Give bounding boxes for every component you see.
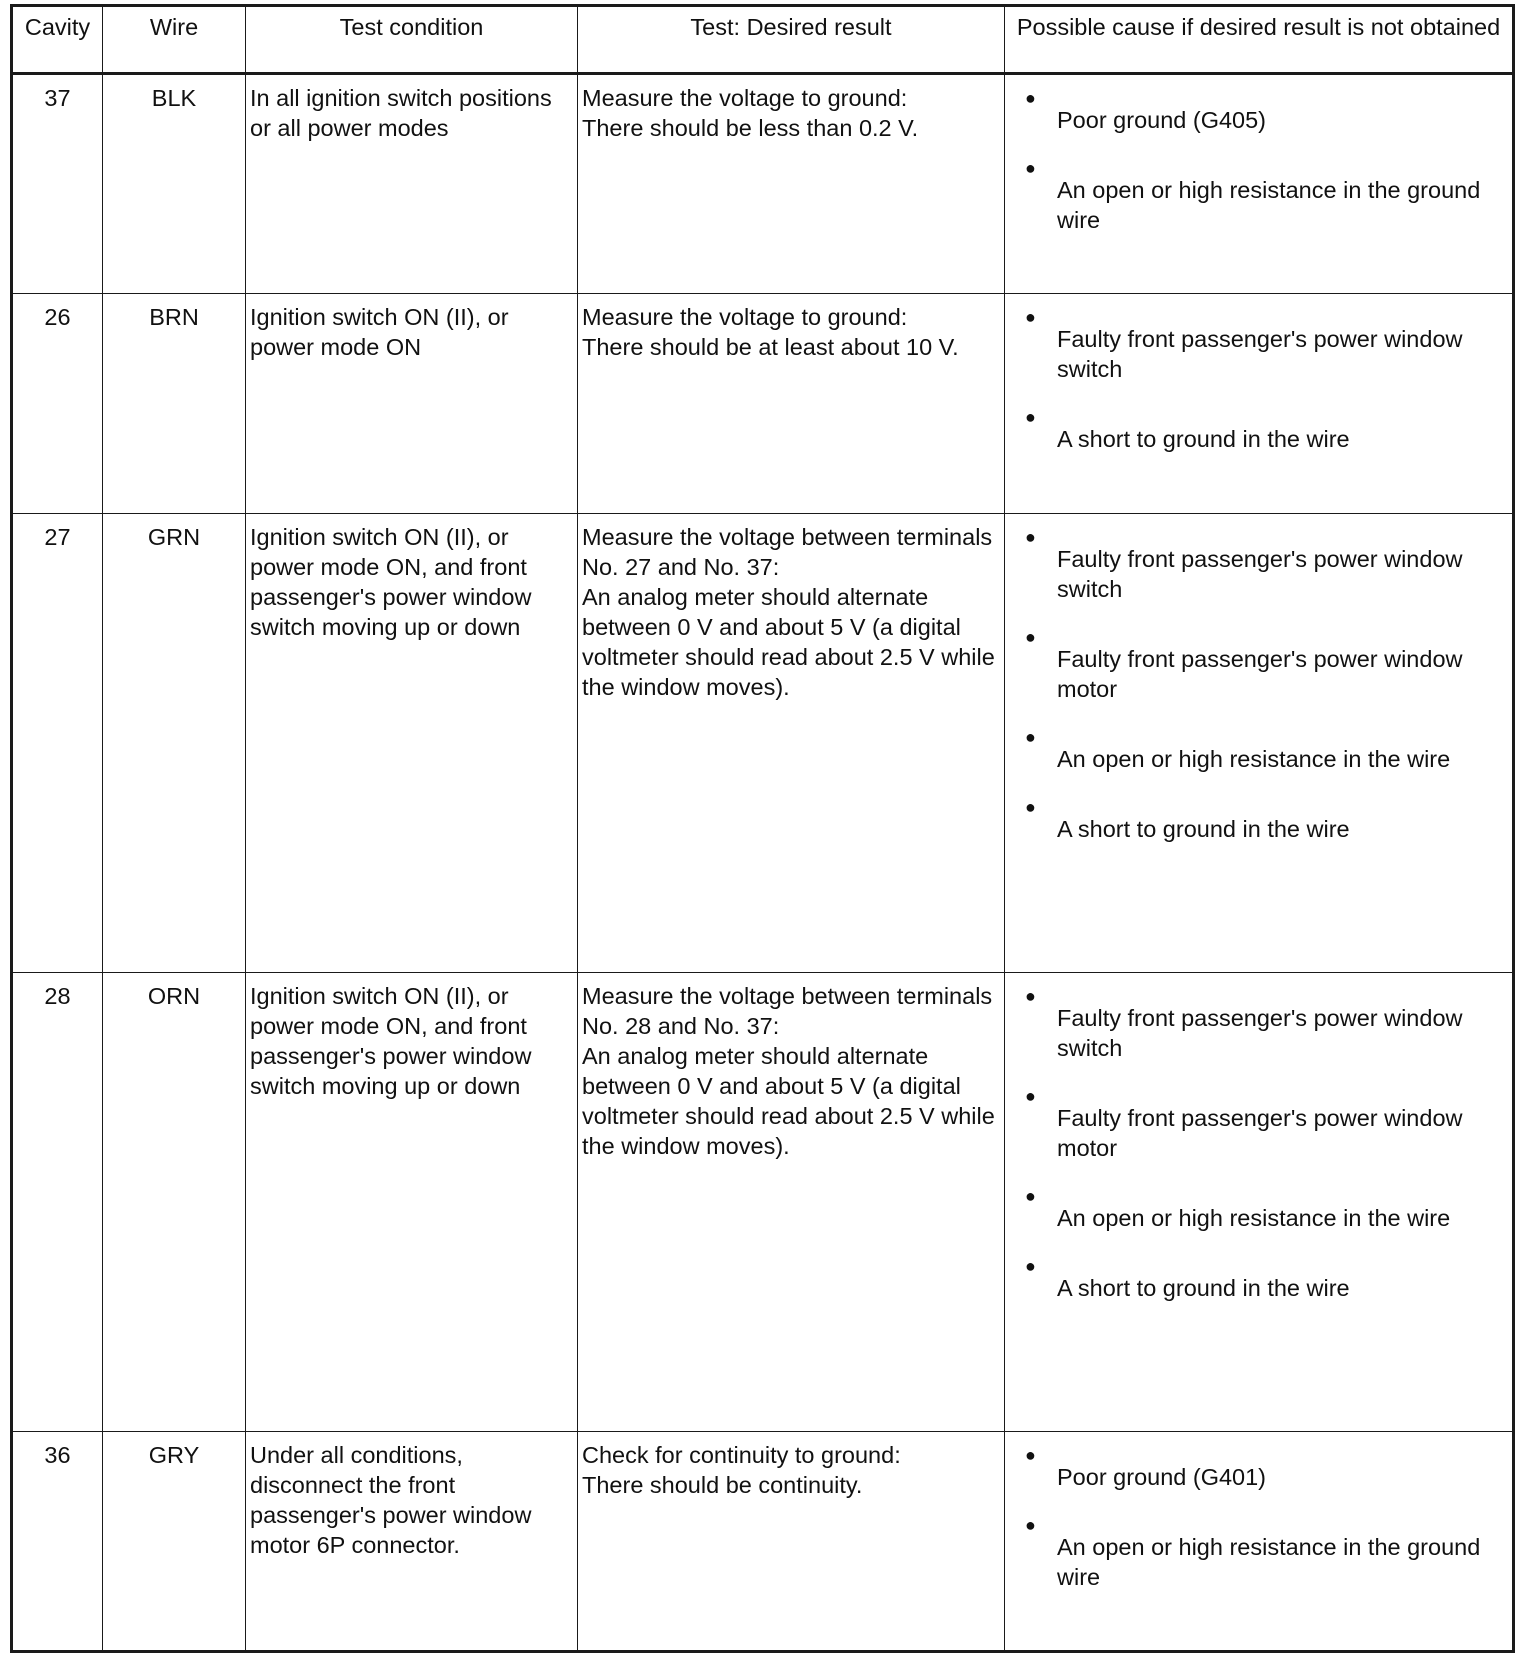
cause-text: A short to ground in the wire [1057, 1275, 1350, 1301]
bullet-icon: ● [1025, 527, 1036, 547]
table-row [12, 973, 1514, 1432]
condition-cell: Ignition switch ON (II), or power mode ON [246, 294, 578, 514]
terminal-test-table [10, 4, 1515, 1653]
bullet-icon: ● [1025, 727, 1036, 747]
cause-cell [1005, 973, 1514, 1432]
bullet-icon: ● [1025, 407, 1036, 427]
bullet-icon: ● [1025, 307, 1036, 327]
table-row [12, 1432, 1514, 1652]
cause-text: Faulty front passenger's power window motor [1057, 1105, 1463, 1161]
cause-text: An open or high resistance in the ground wire [1057, 1534, 1481, 1590]
cause-item [1025, 522, 1508, 604]
cause-cell [1005, 294, 1514, 514]
result-cell: Measure the voltage between terminals No. 27 and No. 37: An analog meter should alternate between 0 V and about 5 V (a digital voltmeter should read about 2.5 V while the window moves). [578, 514, 1005, 973]
cause-item [1025, 153, 1508, 235]
header-desired-result: Test: Desired result [578, 6, 1005, 74]
cause-cell [1005, 74, 1514, 294]
condition-cell: Under all conditions, disconnect the front passenger's power window motor 6P connector. [246, 1432, 578, 1652]
cause-item [1025, 1510, 1508, 1592]
header-wire: Wire [103, 6, 246, 74]
bullet-icon: ● [1025, 1186, 1036, 1206]
condition-cell: Ignition switch ON (II), or power mode ON, and front passenger's power window switch moving up or down [246, 973, 578, 1432]
bullet-icon: ● [1025, 1445, 1036, 1465]
result-cell: Check for continuity to ground: There should be continuity. [578, 1432, 1005, 1652]
cause-text: Faulty front passenger's power window switch [1057, 546, 1463, 602]
table-row [12, 294, 1514, 514]
cause-item [1025, 792, 1508, 844]
wire-cell: BLK [103, 74, 246, 294]
table-row [12, 514, 1514, 973]
cause-text: An open or high resistance in the wire [1057, 746, 1451, 772]
bullet-icon: ● [1025, 627, 1036, 647]
cavity-cell: 36 [12, 1432, 103, 1652]
cause-item [1025, 83, 1508, 135]
bullet-icon: ● [1025, 797, 1036, 817]
cause-text: Faulty front passenger's power window motor [1057, 646, 1463, 702]
cause-item [1025, 622, 1508, 704]
result-cell: Measure the voltage to ground: There should be less than 0.2 V. [578, 74, 1005, 294]
cause-item [1025, 1181, 1508, 1233]
bullet-icon: ● [1025, 1515, 1036, 1535]
bullet-icon: ● [1025, 986, 1036, 1006]
cause-item [1025, 302, 1508, 384]
bullet-icon: ● [1025, 88, 1036, 108]
cause-text: Faulty front passenger's power window switch [1057, 326, 1463, 382]
table-row [12, 74, 1514, 294]
cause-text: Poor ground (G405) [1057, 107, 1267, 133]
result-cell: Measure the voltage between terminals No. 28 and No. 37: An analog meter should alternate between 0 V and about 5 V (a digital voltmeter should read about 2.5 V while the window moves). [578, 973, 1005, 1432]
bullet-icon: ● [1025, 158, 1036, 178]
cause-item [1025, 1440, 1508, 1492]
cavity-cell: 28 [12, 973, 103, 1432]
wire-cell: GRN [103, 514, 246, 973]
wire-cell: GRY [103, 1432, 246, 1652]
cause-item [1025, 1081, 1508, 1163]
header-cavity: Cavity [12, 6, 103, 74]
bullet-icon: ● [1025, 1256, 1036, 1276]
cavity-cell: 37 [12, 74, 103, 294]
wire-cell: ORN [103, 973, 246, 1432]
header-test-condition: Test condition [246, 6, 578, 74]
cause-item [1025, 981, 1508, 1063]
cause-text: An open or high resistance in the ground wire [1057, 177, 1481, 233]
cavity-cell: 27 [12, 514, 103, 973]
cause-cell [1005, 1432, 1514, 1652]
bullet-icon: ● [1025, 1086, 1036, 1106]
cause-item [1025, 1251, 1508, 1303]
header-row [12, 6, 1514, 74]
cause-item [1025, 402, 1508, 454]
cause-text: Faulty front passenger's power window switch [1057, 1005, 1463, 1061]
cause-text: A short to ground in the wire [1057, 816, 1350, 842]
condition-cell: Ignition switch ON (II), or power mode ON, and front passenger's power window switch moving up or down [246, 514, 578, 973]
wire-cell: BRN [103, 294, 246, 514]
cause-text: A short to ground in the wire [1057, 426, 1350, 452]
header-possible-cause: Possible cause if desired result is not obtained [1005, 6, 1514, 74]
cause-text: Poor ground (G401) [1057, 1464, 1267, 1490]
condition-cell: In all ignition switch positions or all power modes [246, 74, 578, 294]
cavity-cell: 26 [12, 294, 103, 514]
cause-item [1025, 722, 1508, 774]
cause-cell [1005, 514, 1514, 973]
result-cell: Measure the voltage to ground: There should be at least about 10 V. [578, 294, 1005, 514]
cause-text: An open or high resistance in the wire [1057, 1205, 1451, 1231]
